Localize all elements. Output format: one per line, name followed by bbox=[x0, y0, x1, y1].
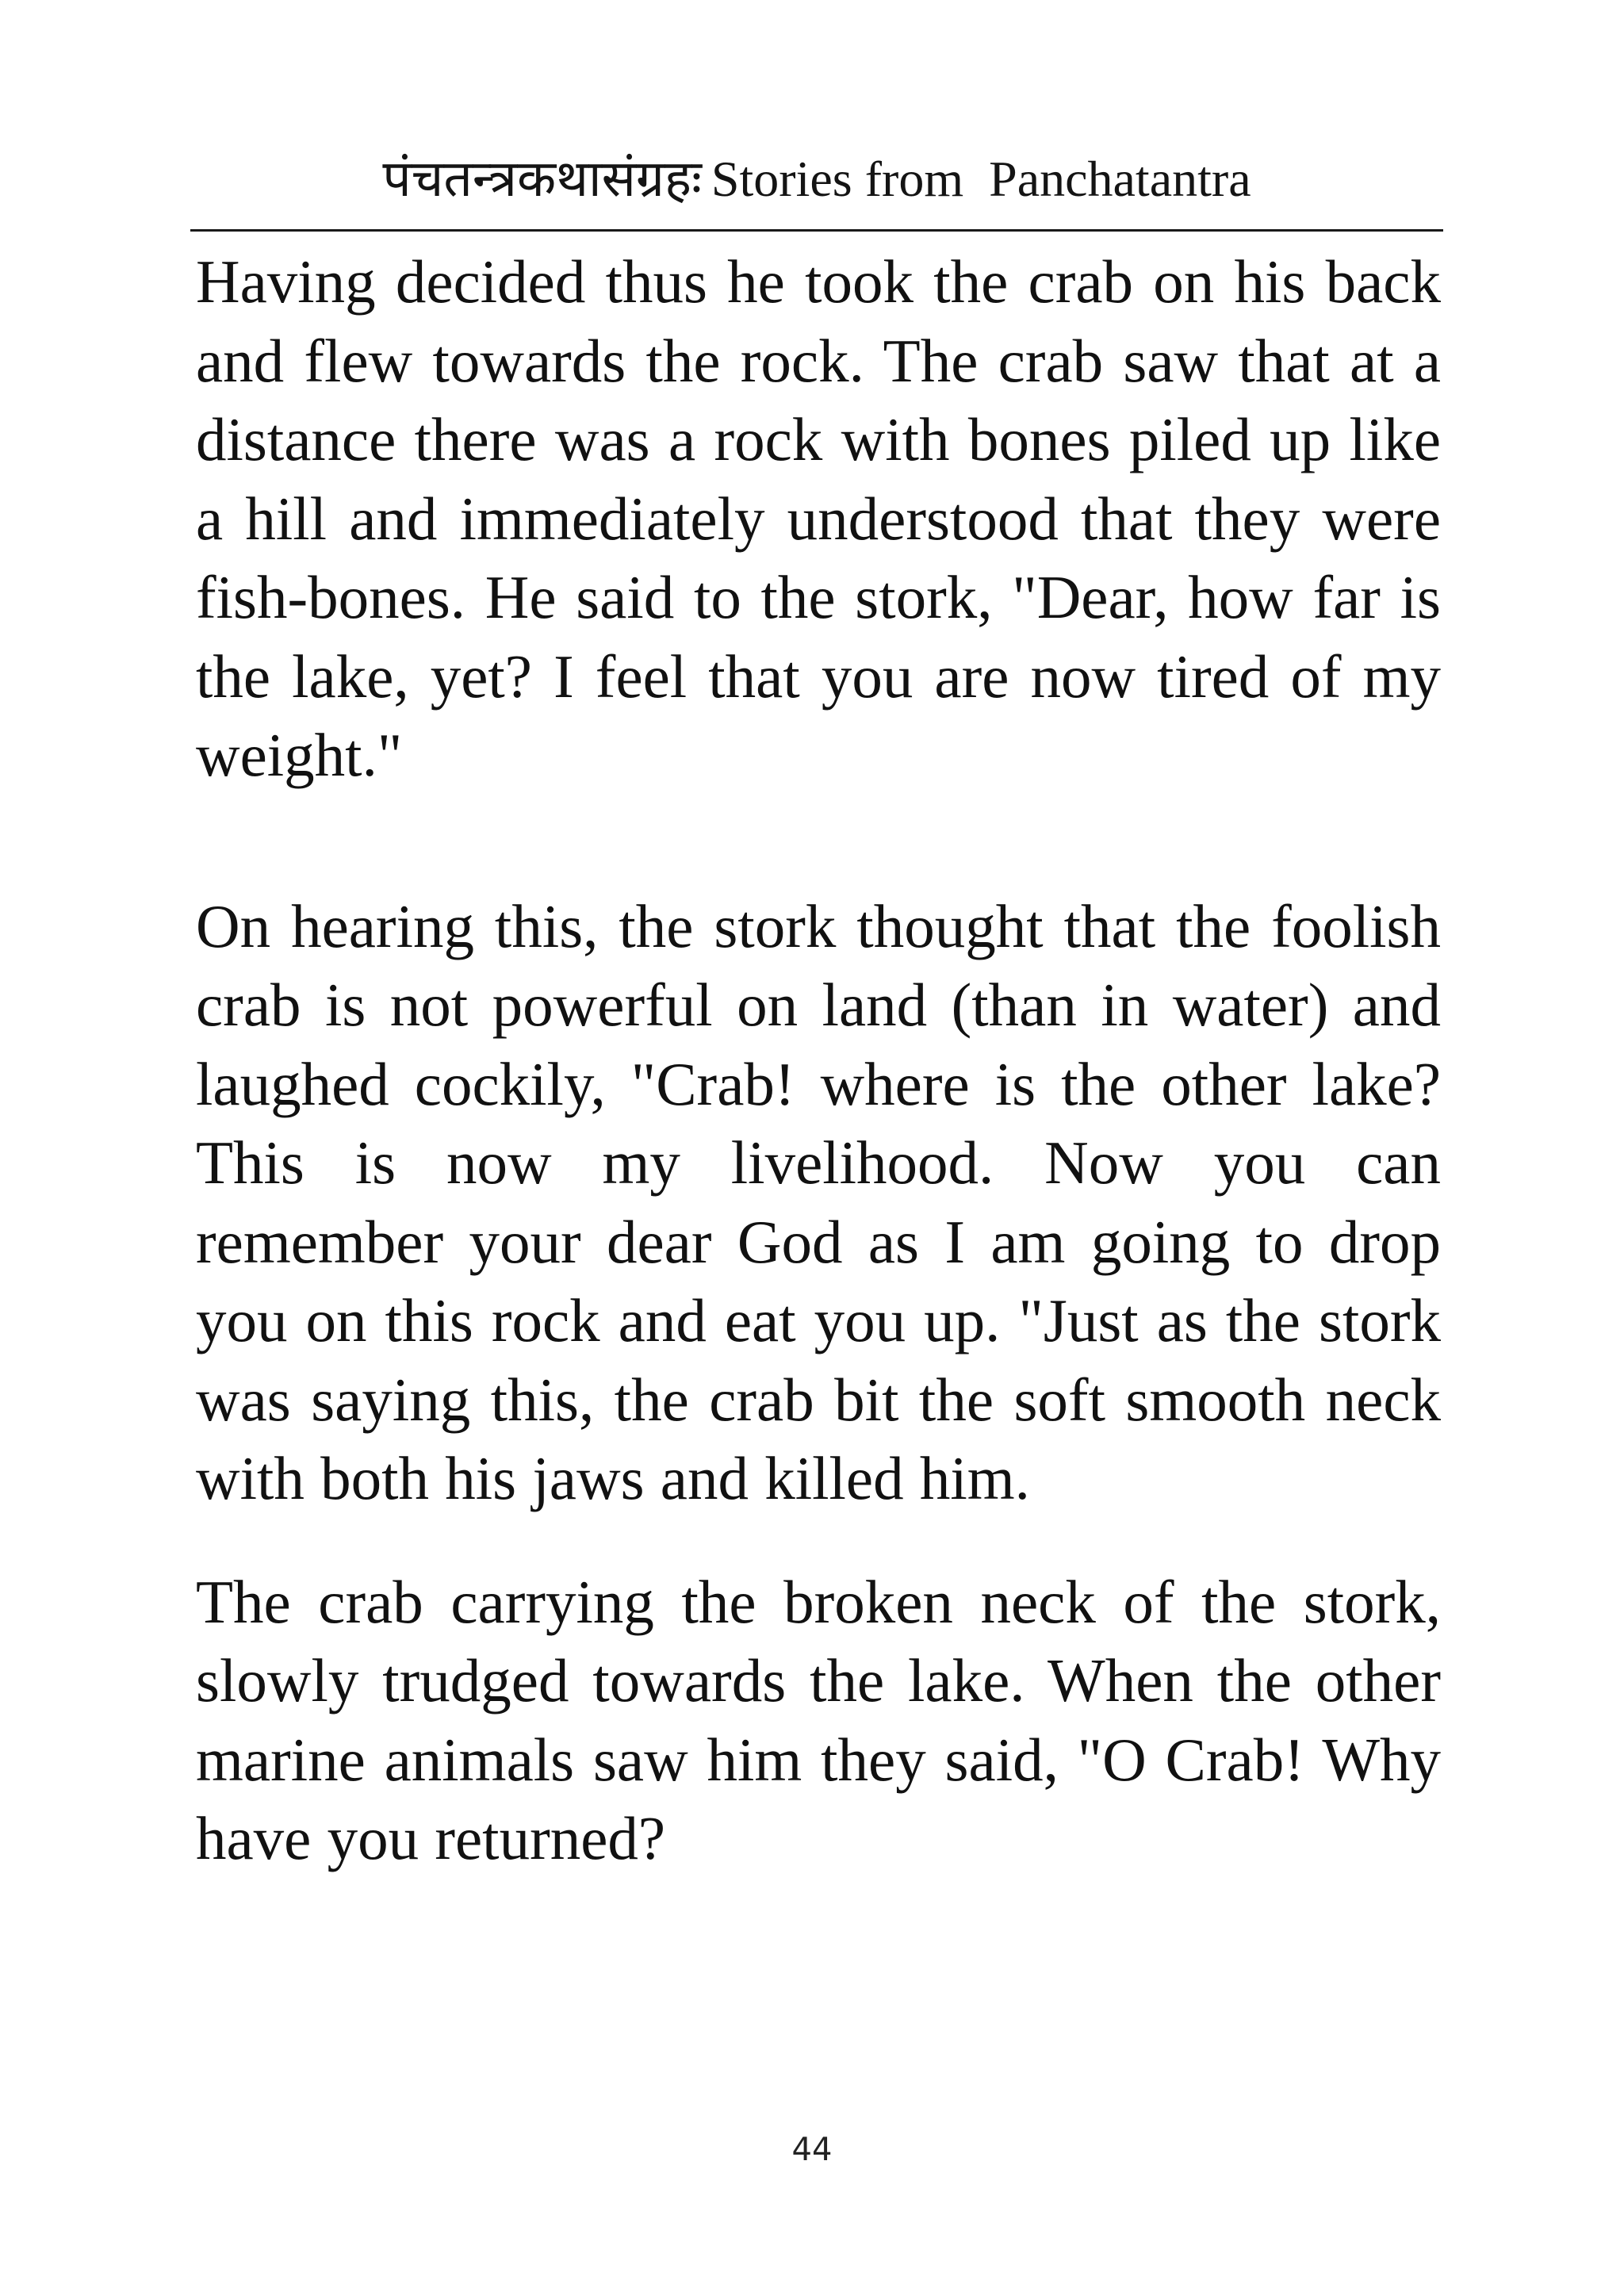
body-text bbox=[196, 243, 1441, 1879]
paragraph-gap bbox=[196, 795, 1441, 887]
header-divider bbox=[190, 229, 1443, 232]
paragraph-2: On hearing this, the stork thought that the foolish crab is not powerful on land (than in water) and laughed cockily, "Crab! where is the other lake? This is now my livelihood. Now you can remember your dear God as I am going to drop you on this rock and eat you up. "Just as the stork was saying this, the crab bit the soft smooth neck with both his jaws and killed him. bbox=[196, 891, 1441, 1512]
header-sanskrit-title: पंचतन्त्रकथासंग्रहः bbox=[382, 151, 702, 207]
paragraph-3: The crab carrying the broken neck of the stork, slowly trudged towards the lake. When the other marine animals saw him they said, "O Crab! Why have you returned? bbox=[196, 1567, 1441, 1872]
page-number: 44 bbox=[791, 2132, 833, 2168]
paragraph-1: Having decided thus he took the crab on his back and flew towards the rock. The crab saw that at a distance there was a rock with bones piled up like a hill and immediately understood that they were fish-bones. He said to the stork, "Dear, how far is the lake, yet? I feel that you are now tired of my weight." bbox=[196, 247, 1441, 789]
paragraph-gap bbox=[196, 1519, 1441, 1563]
running-header bbox=[190, 148, 1443, 211]
header-english-title: Stories from Panchatantra bbox=[710, 151, 1251, 207]
